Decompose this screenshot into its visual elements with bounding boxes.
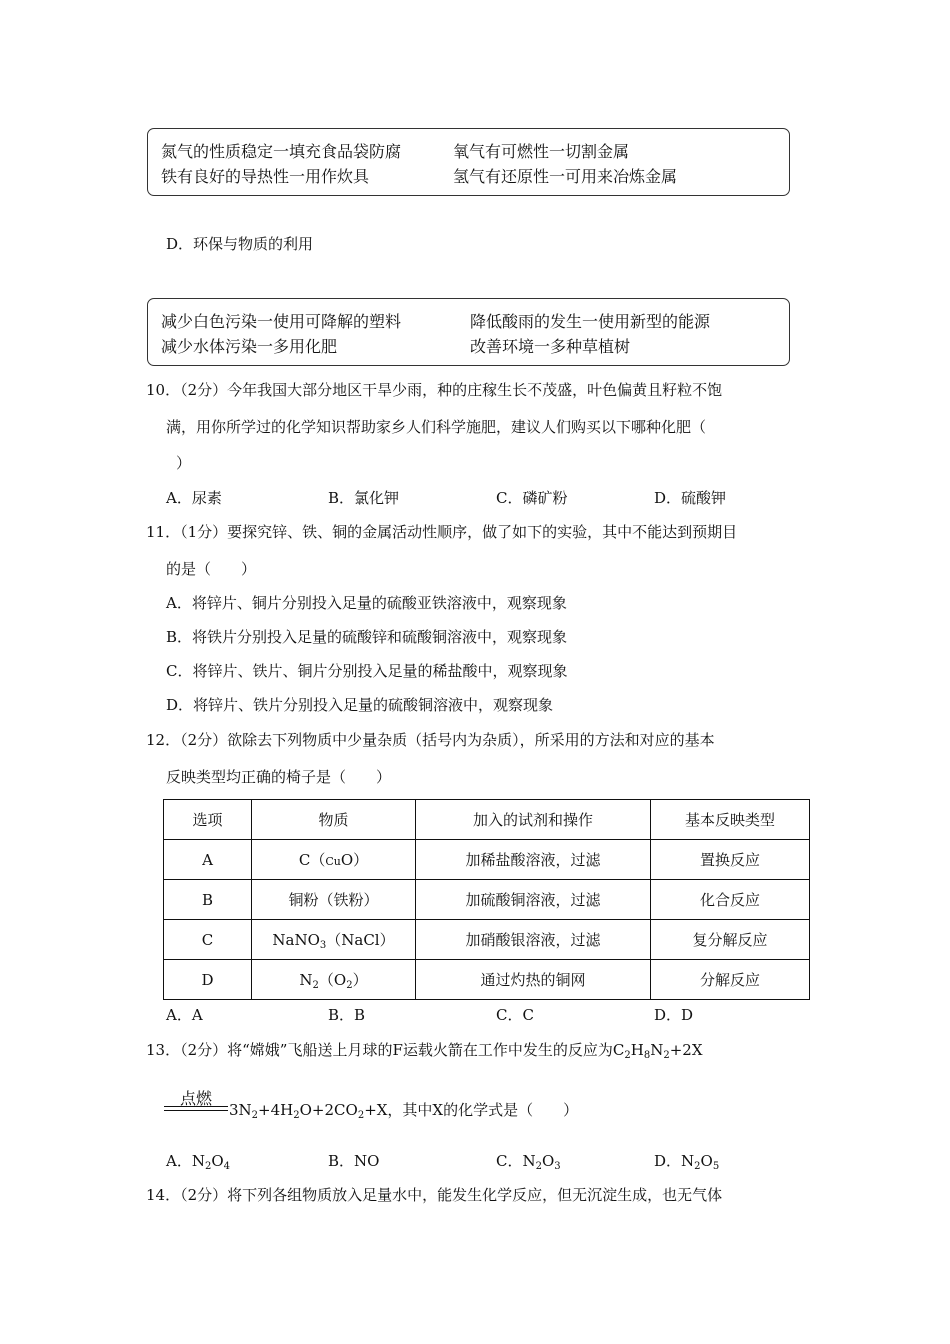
- q11-line2: 的是（ ）: [166, 560, 257, 578]
- q12-line2: 反映类型均正确的椅子是（ ）: [166, 768, 392, 786]
- q10-option-d: D．硫酸钾: [654, 489, 727, 507]
- q10-option-a: A．尿素: [166, 489, 222, 507]
- q11-option-a: A．将锌片、铜片分别投入足量的硫酸亚铁溶液中，观察现象: [166, 594, 567, 612]
- q12-option-d: D．D: [654, 1006, 694, 1024]
- table-row: [164, 880, 810, 920]
- box-c-row1-left: 氮气的性质稳定一填充食品袋防腐: [161, 142, 402, 161]
- table-cell-type: 复分解反应: [651, 920, 810, 960]
- table-cell-option: B: [164, 880, 252, 920]
- q12-line1: 12．（2分）欲除去下列物质中少量杂质（括号内为杂质），所采用的方法和对应的基本: [146, 731, 715, 749]
- table-row: [164, 840, 810, 880]
- table-header-row: [164, 800, 810, 840]
- box-c-row2-left: 铁有良好的导热性一用作炊具: [161, 167, 370, 186]
- table-cell-type: 置换反应: [651, 840, 810, 880]
- table-cell-type: 化合反应: [651, 880, 810, 920]
- q13-option-d: D．$N_2O_5$: [654, 1152, 720, 1172]
- q13-line1: 13．（2分）将“嫦娥”飞船送上月球的F运载火箭在工作中发生的反应为$C_2H_8N_2+2X$: [146, 1041, 703, 1061]
- table-cell-option: C: [164, 920, 252, 960]
- q14-line1: 14．（2分）将下列各组物质放入足量水中，能发生化学反应，但无沉淀生成，也无气体: [146, 1186, 723, 1204]
- q11-option-b: B．将铁片分别投入足量的硫酸锌和硫酸铜溶液中，观察现象: [166, 628, 568, 646]
- q11-line1: 11．（1分）要探究锌、铁、铜的金属活动性顺序，做了如下的实验，其中不能达到预期目: [146, 523, 738, 541]
- q11-option-d: D．将锌片、铁片分别投入足量的硫酸铜溶液中，观察现象: [166, 696, 554, 714]
- q13-option-b: B．NO: [328, 1152, 380, 1170]
- option-d-box: [147, 298, 790, 366]
- q13-line2: $3N_2+4H_2O+2CO_2+X$，其中X的化学式是（ ）: [229, 1101, 579, 1121]
- table-cell-option: D: [164, 960, 252, 1000]
- table-cell-operation: 加稀盐酸溶液，过滤: [416, 840, 651, 880]
- table-cell-substance: $N_2(O_2)$: [252, 960, 416, 1000]
- equals-sign-line: [164, 1106, 228, 1107]
- table-cell-operation: 加硝酸银溶液，过滤: [416, 920, 651, 960]
- table-header-cell: 选项: [164, 800, 252, 840]
- table-header-cell: 物质: [252, 800, 416, 840]
- box-d-row2-left: 减少水体污染一多用化肥: [161, 337, 338, 356]
- q12-option-b: B．B: [328, 1006, 366, 1024]
- q10-option-c: C．磷矿粉: [496, 489, 568, 507]
- ignition-label: 点燃: [179, 1089, 212, 1108]
- option-c-box: [147, 128, 790, 196]
- table-cell-operation: 加硫酸铜溶液，过滤: [416, 880, 651, 920]
- table-cell-substance: C（CuO）: [252, 840, 416, 880]
- q10-line3: ）: [176, 454, 192, 472]
- q12-option-c: C．C: [496, 1006, 534, 1024]
- table-cell-substance: 铜粉（铁粉）: [252, 880, 416, 920]
- q12-option-a: A．A: [166, 1006, 203, 1024]
- table-cell-type: 分解反应: [651, 960, 810, 1000]
- q11-option-c: C．将锌片、铁片、铜片分别投入足量的稀盐酸中，观察现象: [166, 662, 568, 680]
- table-header-cell: 基本反映类型: [651, 800, 810, 840]
- q12-table: [163, 799, 810, 1000]
- box-d-row1-right: 降低酸雨的发生一使用新型的能源: [470, 312, 711, 331]
- table-header-cell: 加入的试剂和操作: [416, 800, 651, 840]
- box-c-row1-right: 氧气有可燃性一切割金属: [453, 142, 630, 161]
- box-c-row2-right: 氢气有还原性一可用来冶炼金属: [453, 167, 678, 186]
- box-d-row2-right: 改善环境一多种草植树: [470, 337, 631, 356]
- q13-option-a: A．$N_2O_4$: [166, 1152, 231, 1172]
- q10-option-b: B．氯化钾: [328, 489, 400, 507]
- table-cell-option: A: [164, 840, 252, 880]
- table-row: [164, 960, 810, 1000]
- q10-line2: 满，用你所学过的化学知识帮助家乡人们科学施肥，建议人们购买以下哪种化肥（: [166, 418, 707, 436]
- q10-line1: 10．（2分）今年我国大部分地区干旱少雨，种的庄稼生长不茂盛，叶色偏黄且籽粒不饱: [146, 381, 723, 399]
- table-cell-operation: 通过灼热的铜网: [416, 960, 651, 1000]
- q9-option-d: D．环保与物质的利用: [166, 235, 314, 253]
- q13-option-c: C．$N_2O_3$: [496, 1152, 561, 1172]
- equals-sign-line: [164, 1110, 228, 1111]
- table-row: [164, 920, 810, 960]
- box-d-row1-left: 减少白色污染一使用可降解的塑料: [161, 312, 402, 331]
- table-cell-substance: NaNO$_3$（NaCl）: [252, 920, 416, 960]
